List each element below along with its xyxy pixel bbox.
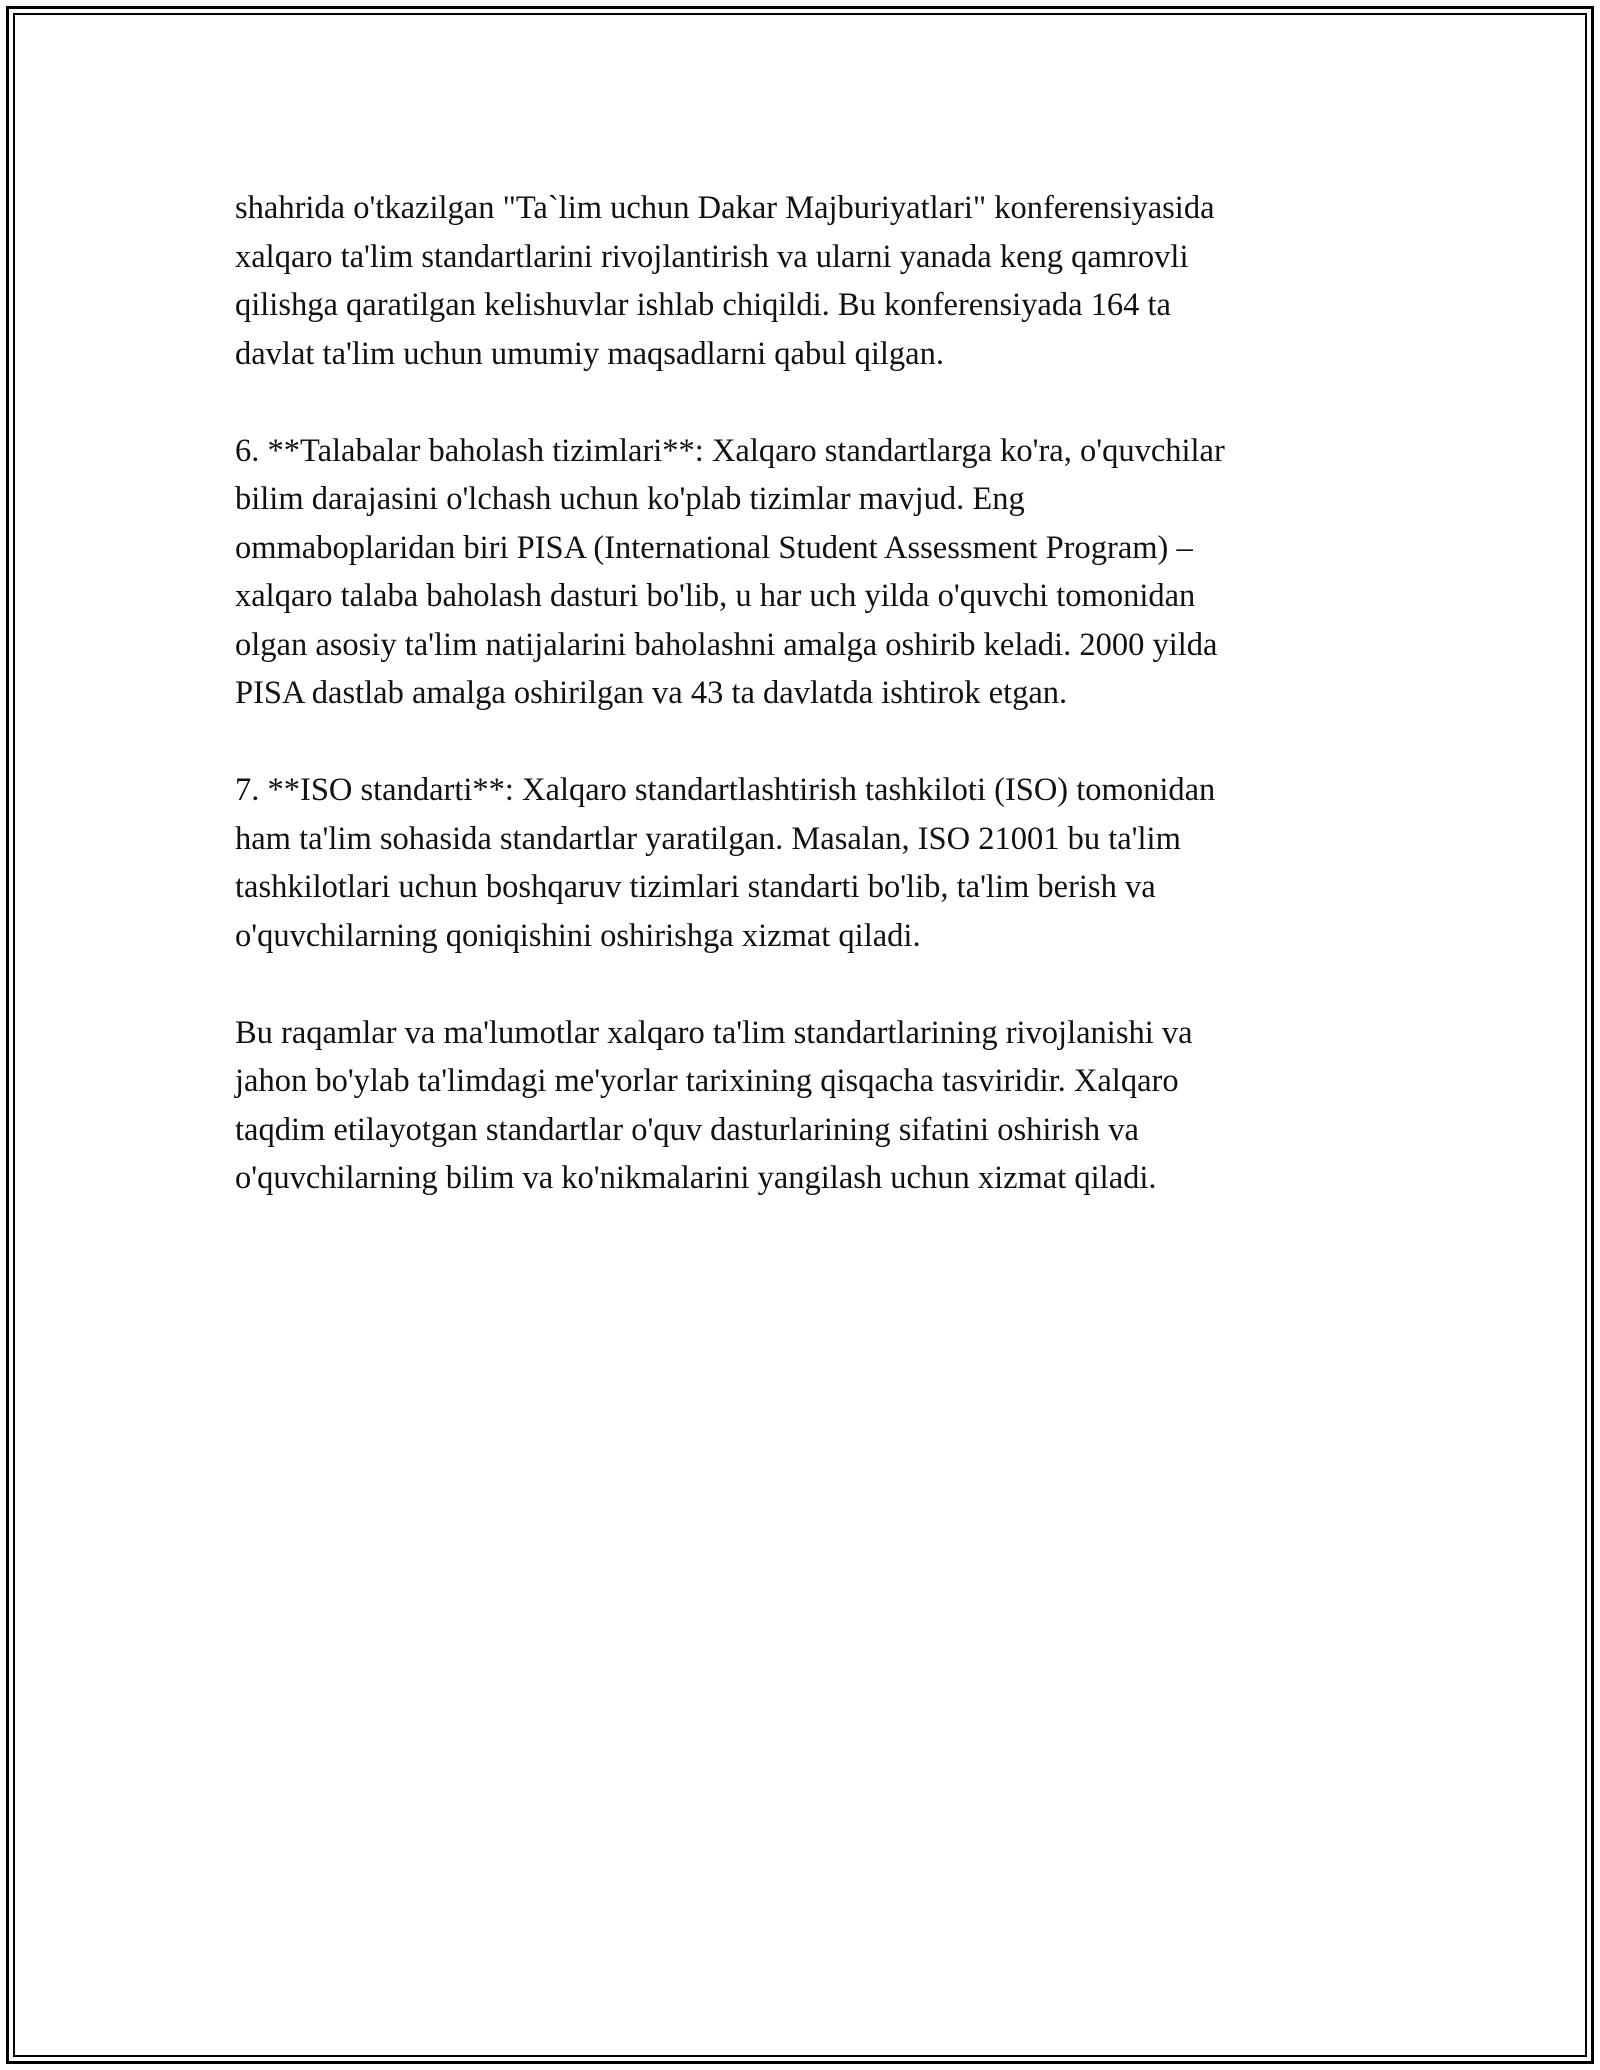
- document-body: [235, 184, 1375, 1251]
- paragraph-iso-standard: 7. **ISO standarti**: Xalqaro standartlashtirish tashkiloti (ISO) tomonidan ham ta'lim sohasida standartlar yaratilgan. Masalan, ISO 21001 bu ta'lim tashkilotlari uchun boshqaruv tizimlari standarti bo'lib, ta'lim berish va o'quvchilarning qoniqishini oshirishga xizmat qiladi.: [235, 772, 1216, 954]
- paragraph-student-assessment: 6. **Talabalar baholash tizimlari**: Xalqaro standartlarga ko'ra, o'quvchilar bilim darajasini o'lchash uchun ko'plab tizimlar mavjud. Eng ommaboplaridan biri PISA (International Student Assessment Program) – xalqaro talaba baholash dasturi bo'lib, u har uch yilda o'quvchi tomonidan olgan asosiy ta'lim natijalarini baholashni amalga oshirib keladi. 2000 yilda PISA dastlab amalga oshirilgan va 43 ta davlatda ishtirok etgan.: [235, 432, 1225, 711]
- paragraph-conclusion: Bu raqamlar va ma'lumotlar xalqaro ta'lim standartlarining rivojlanishi va jahon bo'ylab ta'limdagi me'yorlar tarixining qisqacha tasviridir. Xalqaro taqdim etilayotgan standartlar o'quv dasturlarining sifatini oshirish va o'quvchilarning bilim va ko'nikmalarini yangilash uchun xizmat qiladi.: [235, 1014, 1193, 1196]
- paragraph-dakar-conference: shahrida o'tkazilgan "Ta`lim uchun Dakar Majburiyatlari" konferensiyasida xalqaro ta'lim standartlarini rivojlantirish va ularni yanada keng qamrovli qilishga qaratilgan kelishuvlar ishlab chiqildi. Bu konferensiyada 164 ta davlat ta'lim uchun umumiy maqsadlarni qabul qilgan.: [235, 190, 1215, 372]
